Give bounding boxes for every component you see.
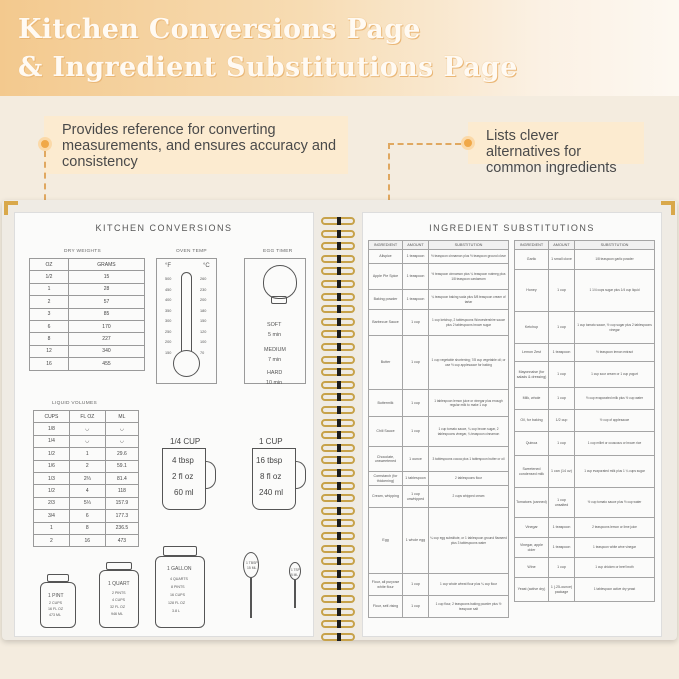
- dry-weights-table: [29, 258, 145, 371]
- amount-cell: 1 cup: [403, 336, 429, 390]
- substitution-cell: 2 tablespoons flour: [429, 472, 509, 486]
- amount-cell: 1 teaspoon: [549, 344, 575, 362]
- table-cell: 2/3: [34, 497, 70, 509]
- table-row: [515, 558, 655, 578]
- table-row: [369, 447, 509, 472]
- spiral-ring: [321, 557, 355, 565]
- table-cell: 1: [34, 522, 70, 534]
- table-cell: 3: [30, 308, 69, 320]
- table-cell: 2: [69, 460, 105, 472]
- table-row: [369, 508, 509, 574]
- amount-cell: 1 small clove: [549, 250, 575, 270]
- one-cup-ml: 240 ml: [259, 488, 284, 497]
- table-cell: 57: [68, 296, 144, 308]
- table-cell: 157.9: [105, 497, 138, 509]
- oven-f-tick: 150: [165, 350, 172, 355]
- substitution-cell: ½ cup tomato sauce plus ½ cup water: [575, 488, 655, 518]
- tsp-sub: 5 ML: [291, 573, 299, 577]
- amount-cell: 1 cup: [403, 596, 429, 618]
- table-cell: 2⅔: [69, 472, 105, 484]
- ingredient-cell: Garlic: [515, 250, 549, 270]
- tablespoon-icon: [243, 552, 259, 578]
- table-cell: 8: [30, 333, 69, 345]
- callout-right: Lists clever alternatives for common ingredients: [468, 122, 644, 164]
- one-cup-floz: 8 fl oz: [260, 472, 282, 481]
- egg-medium-label: MEDIUM: [264, 347, 286, 353]
- sub-header: AMOUNT: [403, 241, 429, 250]
- substitution-cell: 1 cup whole wheat flour plus ¼ cup flour: [429, 574, 509, 596]
- sub-header: AMOUNT: [549, 241, 575, 250]
- spiral-ring: [321, 230, 355, 238]
- ingredient-cell: Sweetened condensed milk: [515, 456, 549, 488]
- table-row: [515, 270, 655, 312]
- table-row: [369, 310, 509, 336]
- substitution-cell: ½ cup evaporated milk plus ½ cup water: [575, 388, 655, 410]
- spiral-ring: [321, 293, 355, 301]
- teaspoon-handle-icon: [294, 580, 296, 608]
- table-row: [369, 486, 509, 508]
- spiral-ring: [321, 217, 355, 225]
- table-row: [515, 312, 655, 344]
- dry-weights-header: OZ: [30, 259, 69, 271]
- quart-label: 1 QUART: [108, 581, 130, 587]
- table-cell: 8: [69, 522, 105, 534]
- liquid-header: FL OZ: [69, 411, 105, 423]
- substitution-cell: 1 cup sour cream or 1 cup yogurt: [575, 362, 655, 388]
- amount-cell: 1 ounce: [403, 447, 429, 472]
- oven-c-tick: 260: [200, 277, 207, 281]
- substitution-cell: ¼ teaspoon baking soda plus 5/8 teaspoon cream of tartar: [429, 290, 509, 310]
- ingredient-cell: Wine: [515, 558, 549, 578]
- substitutions-table-left: [368, 240, 509, 618]
- egg-hard-label: HARD: [267, 370, 283, 376]
- table-row: [515, 362, 655, 388]
- egg-hard-time: 10 min: [266, 380, 283, 386]
- gallon-line: 128 FL OZ: [168, 601, 186, 605]
- ingredient-cell: Allspice: [369, 250, 403, 264]
- table-cell: 177.3: [105, 510, 138, 522]
- jar-lid-icon: [163, 546, 197, 556]
- dry-weights-title: DRY WEIGHTS: [64, 249, 101, 254]
- amount-cell: 1 cup: [549, 312, 575, 344]
- ingredient-cell: Tomatoes (canned): [515, 488, 549, 518]
- dry-weights-header: GRAMS: [68, 259, 144, 271]
- table-cell: 85: [68, 308, 144, 320]
- substitution-cell: 1 cup vegetable shortening; 7/8 cup vegetable oil; or use ½ cup applesauce for baking: [429, 336, 509, 390]
- table-row: [515, 538, 655, 558]
- oven-c-tick: 200: [200, 298, 207, 302]
- cup-icon: ◡: [105, 423, 138, 435]
- oven-f-tick: 250: [165, 329, 172, 334]
- oven-c-tick: 70: [200, 350, 205, 355]
- page-title-conversions: KITCHEN CONVERSIONS: [95, 223, 233, 233]
- table-row: [369, 574, 509, 596]
- spiral-ring: [321, 431, 355, 439]
- ingredient-cell: Butter: [369, 336, 403, 390]
- table-cell: 16: [69, 534, 105, 546]
- substitution-cell: 1 tablespoon lemon juice or vinegar plus enough regular milk to make 1 cup: [429, 390, 509, 417]
- cup-icon: ◡: [105, 435, 138, 447]
- sub-header: INGREDIENT: [515, 241, 549, 250]
- table-cell: 1/6: [34, 460, 70, 472]
- quarter-cup-tbsp: 4 tbsp: [172, 456, 194, 465]
- substitution-cell: 1 cup flour, 2 teaspoons baking powder plus ½ teaspoon salt: [429, 596, 509, 618]
- ingredient-cell: Honey: [515, 270, 549, 312]
- oven-f-tick: 400: [165, 298, 172, 302]
- ingredient-cell: Barbecue Sauce: [369, 310, 403, 336]
- egg-soft-time: 5 min: [268, 332, 282, 338]
- egg-timer-base-icon: [271, 296, 287, 304]
- amount-cell: 1 teaspoon: [549, 518, 575, 538]
- substitution-cell: ½ teaspoon lemon extract: [575, 344, 655, 362]
- liquid-header: ML: [105, 411, 138, 423]
- substitution-cell: ¼ cup egg substitute, or 1 tablespoon ground flaxseed plus 3 tablespoons water: [429, 508, 509, 574]
- table-cell: 227: [68, 333, 144, 345]
- gallon-line: 3.8 L: [172, 609, 180, 613]
- table-cell: 1/2: [34, 485, 70, 497]
- substitution-cell: ½ teaspoon cinnamon plus ¼ teaspoon nutmeg plus 1/8 teaspoon cardamom: [429, 264, 509, 290]
- ingredient-cell: Chili Sauce: [369, 417, 403, 447]
- spiral-ring: [321, 482, 355, 490]
- oven-f-label: °F: [165, 263, 172, 269]
- spiral-ring: [321, 343, 355, 351]
- table-cell: 1/8: [34, 423, 70, 435]
- spiral-ring: [321, 519, 355, 527]
- gallon-line: 8 PINTS: [171, 585, 185, 589]
- table-cell: 1/2: [34, 448, 70, 460]
- tbsp-sub: 15 ML: [247, 566, 257, 570]
- spiral-ring: [321, 381, 355, 389]
- oven-f-tick: 500: [165, 277, 172, 281]
- spiral-ring: [321, 595, 355, 603]
- spiral-ring: [321, 494, 355, 502]
- spiral-ring: [321, 255, 355, 263]
- spiral-ring: [321, 406, 355, 414]
- table-row: [515, 432, 655, 456]
- tbsp-label: 1 TBSP: [246, 561, 258, 565]
- oven-temp-title: OVEN TEMP: [176, 249, 207, 254]
- amount-cell: 1 cup: [549, 558, 575, 578]
- egg-medium-time: 7 min: [268, 357, 282, 363]
- spiral-ring: [321, 368, 355, 376]
- substitution-cell: 2 teaspoons lemon or lime juice: [575, 518, 655, 538]
- table-row: [369, 472, 509, 486]
- callout-right-dot: [461, 136, 475, 150]
- amount-cell: 1 cup unsalted: [549, 488, 575, 518]
- spiral-ring: [321, 469, 355, 477]
- liquid-volumes-title: LIQUID VOLUMES: [52, 401, 97, 406]
- ingredient-cell: Flour, all purpose white flour: [369, 574, 403, 596]
- amount-cell: 1 cup: [549, 270, 575, 312]
- ingredient-cell: Egg: [369, 508, 403, 574]
- sub-header: SUBSTITUTION: [575, 241, 655, 250]
- corner-top-right: [661, 201, 675, 215]
- spiral-ring: [321, 532, 355, 540]
- cup-icon: ◡: [69, 423, 105, 435]
- pint-line: 16 FL OZ: [48, 607, 64, 611]
- ingredient-cell: Lemon Zest: [515, 344, 549, 362]
- quarter-cup-label: 1/4 CUP: [170, 437, 201, 446]
- one-cup-tbsp: 16 tbsp: [256, 456, 283, 465]
- table-cell: 2: [34, 534, 70, 546]
- ingredient-cell: Chocolate, unsweetened: [369, 447, 403, 472]
- substitution-cell: 1/8 teaspoon garlic powder: [575, 250, 655, 270]
- ingredient-cell: Oil, for baking: [515, 410, 549, 432]
- substitution-cell: 1 cup chicken or beef broth: [575, 558, 655, 578]
- table-row: [515, 488, 655, 518]
- liquid-header: CUPS: [34, 411, 70, 423]
- pint-line: 2 CUPS: [49, 601, 62, 605]
- spiral-ring: [321, 419, 355, 427]
- ingredient-cell: Vinegar, apple cider: [515, 538, 549, 558]
- substitution-cell: 1 cup evaporated milk plus 1 ¼ cups sugar: [575, 456, 655, 488]
- sub-header: SUBSTITUTION: [429, 241, 509, 250]
- one-cup-label: 1 CUP: [259, 437, 283, 446]
- table-cell: 170: [68, 320, 144, 332]
- quart-line: 32 FL OZ: [110, 605, 126, 609]
- amount-cell: 1 (.25-ounce) package: [549, 578, 575, 602]
- amount-cell: 1 cup: [549, 362, 575, 388]
- quart-line: 2 PINTS: [112, 591, 126, 595]
- title-line-2: & Ingredient Substitutions Page: [18, 52, 518, 83]
- substitution-cell: 3 tablespoons cocoa plus 1 tablespoon butter or oil: [429, 447, 509, 472]
- spiral-ring: [321, 242, 355, 250]
- quart-line: 4 CUPS: [112, 598, 125, 602]
- ingredient-cell: Milk, whole: [515, 388, 549, 410]
- pint-label: 1 PINT: [48, 593, 64, 599]
- table-cell: 236.5: [105, 522, 138, 534]
- spiral-binding: [317, 205, 359, 643]
- table-cell: 6: [69, 510, 105, 522]
- table-cell: 473: [105, 534, 138, 546]
- amount-cell: 1/2 cup: [549, 410, 575, 432]
- amount-cell: 1 cup: [549, 388, 575, 410]
- ingredient-cell: Yeast (active dry): [515, 578, 549, 602]
- substitutions-table-right: [514, 240, 655, 602]
- oven-c-tick: 180: [200, 308, 207, 313]
- table-row: [515, 456, 655, 488]
- pint-jar-icon: [40, 582, 76, 628]
- table-cell: 340: [68, 345, 144, 357]
- substitution-cell: ½ cup of applesauce: [575, 410, 655, 432]
- table-row: [369, 336, 509, 390]
- ingredient-cell: Cornstarch (for thickening): [369, 472, 403, 486]
- gallon-line: 4 QUARTS: [170, 577, 188, 581]
- table-cell: 59.1: [105, 460, 138, 472]
- ingredient-cell: Apple Pie Spice: [369, 264, 403, 290]
- substitution-cell: 1 1/4 cups sugar plus 1/4 cup liquid: [575, 270, 655, 312]
- table-row: [369, 596, 509, 618]
- table-row: [369, 390, 509, 417]
- spiral-ring: [321, 582, 355, 590]
- amount-cell: 1 teaspoon: [403, 290, 429, 310]
- oven-c-tick: 150: [200, 319, 207, 323]
- spiral-ring: [321, 570, 355, 578]
- cup-icon: ◡: [69, 435, 105, 447]
- title-line-1: Kitchen Conversions Page: [18, 14, 421, 45]
- table-row: [515, 388, 655, 410]
- liquid-volumes-table: [33, 410, 139, 547]
- spiral-ring: [321, 356, 355, 364]
- oven-c-tick: 100: [200, 340, 207, 344]
- amount-cell: 1 teaspoon: [403, 264, 429, 290]
- substitution-cell: 1 cup ketchup, 2 tablespoons Worcestershire sauce plus 2 tablespoons brown sugar: [429, 310, 509, 336]
- spiral-ring: [321, 633, 355, 641]
- spiral-ring: [321, 507, 355, 515]
- table-cell: 455: [68, 358, 144, 370]
- oven-f-tick: 300: [165, 319, 172, 323]
- callout-right-connector-h: [388, 143, 461, 145]
- table-cell: 81.4: [105, 472, 138, 484]
- table-row: [515, 344, 655, 362]
- table-row: [369, 417, 509, 447]
- amount-cell: 1 tablespoon: [403, 472, 429, 486]
- spiral-ring: [321, 280, 355, 288]
- ingredient-cell: Cream, whipping: [369, 486, 403, 508]
- gallon-label: 1 GALLON: [167, 566, 192, 572]
- table-cell: 118: [105, 485, 138, 497]
- table-row: [515, 410, 655, 432]
- substitution-cell: 2 cups whipped cream: [429, 486, 509, 508]
- table-row: [369, 264, 509, 290]
- amount-cell: 1 cup: [403, 574, 429, 596]
- table-cell: 4: [69, 485, 105, 497]
- table-cell: 6: [30, 320, 69, 332]
- sub-header: INGREDIENT: [369, 241, 403, 250]
- table-row: [369, 290, 509, 310]
- oven-c-label: °C: [203, 263, 210, 269]
- callout-left: Provides reference for converting measurements, and ensures accuracy and consistency: [44, 116, 348, 174]
- table-cell: 3/4: [34, 510, 70, 522]
- egg-soft-label: SOFT: [267, 322, 282, 328]
- table-row: [369, 250, 509, 264]
- jar-lid-icon: [106, 562, 132, 570]
- amount-cell: 1 cup: [403, 390, 429, 417]
- table-cell: 5⅓: [69, 497, 105, 509]
- quarter-cup-floz: 2 fl oz: [172, 472, 194, 481]
- amount-cell: 1 teaspoon: [403, 250, 429, 264]
- ingredient-cell: Vinegar: [515, 518, 549, 538]
- oven-f-tick: 450: [165, 287, 172, 292]
- amount-cell: 1 cup: [403, 417, 429, 447]
- egg-timer-icon: [263, 265, 297, 299]
- table-cell: 12: [30, 345, 69, 357]
- oven-f-tick: 350: [165, 308, 172, 313]
- spiral-ring: [321, 620, 355, 628]
- table-cell: 2: [30, 296, 69, 308]
- spiral-ring: [321, 608, 355, 616]
- table-cell: 29.6: [105, 448, 138, 460]
- spiral-ring: [321, 456, 355, 464]
- spiral-ring: [321, 330, 355, 338]
- substitution-cell: ½ teaspoon cinnamon plus ½ teaspoon ground clove: [429, 250, 509, 264]
- substitution-cell: 1 cup millet or couscous or brown rice: [575, 432, 655, 456]
- oven-f-tick: 200: [165, 340, 172, 344]
- ingredient-cell: Ketchup: [515, 312, 549, 344]
- callout-left-dot: [38, 137, 52, 151]
- table-row: [515, 518, 655, 538]
- table-cell: 1/2: [30, 271, 69, 283]
- spiral-ring: [321, 305, 355, 313]
- thermometer-icon: [181, 272, 192, 356]
- oven-c-tick: 230: [200, 287, 207, 292]
- table-row: [515, 578, 655, 602]
- thermometer-bulb-icon: [173, 350, 200, 377]
- spiral-ring: [321, 444, 355, 452]
- substitution-cell: 1 cup tomato sauce, ¼ cup brown sugar, 2 tablespoons vinegar, ¼ teaspoon cinnamon: [429, 417, 509, 447]
- amount-cell: 1 cup: [549, 432, 575, 456]
- tablespoon-handle-icon: [250, 578, 252, 618]
- ingredient-cell: Buttermilk: [369, 390, 403, 417]
- amount-cell: 1 cup unwhipped: [403, 486, 429, 508]
- table-cell: 1/3: [34, 472, 70, 484]
- table-cell: 28: [68, 283, 144, 295]
- amount-cell: 1 can (14 oz): [549, 456, 575, 488]
- table-row: [515, 250, 655, 270]
- table-cell: 1/4: [34, 435, 70, 447]
- substitution-cell: 1 tablespoon active dry yeast: [575, 578, 655, 602]
- amount-cell: 1 cup: [403, 310, 429, 336]
- spiral-ring: [321, 545, 355, 553]
- gallon-line: 16 CUPS: [170, 593, 185, 597]
- ingredient-cell: Quinoa: [515, 432, 549, 456]
- tsp-label: 1 TSP: [291, 568, 300, 572]
- table-cell: 1: [69, 448, 105, 460]
- table-cell: 1: [30, 283, 69, 295]
- amount-cell: 1 teaspoon: [549, 538, 575, 558]
- page-title-substitutions: INGREDIENT SUBSTITUTIONS: [429, 223, 595, 233]
- spiral-ring: [321, 318, 355, 326]
- oven-c-tick: 120: [200, 329, 207, 334]
- spiral-ring: [321, 393, 355, 401]
- ingredient-cell: Baking powder: [369, 290, 403, 310]
- amount-cell: 1 whole egg: [403, 508, 429, 574]
- substitution-cell: 1 cup tomato sauce, ½ cup sugar plus 2 tablespoons vinegar: [575, 312, 655, 344]
- ingredient-cell: Flour, self-rising: [369, 596, 403, 618]
- quart-line: 946 ML: [111, 612, 123, 616]
- quarter-cup-ml: 60 ml: [174, 488, 194, 497]
- pint-line: 473 ML: [49, 613, 61, 617]
- jar-lid-icon: [47, 574, 69, 582]
- ingredient-cell: Mayonnaise (for salads & dressing): [515, 362, 549, 388]
- table-cell: 15: [68, 271, 144, 283]
- spiral-ring: [321, 267, 355, 275]
- substitution-cell: 1 teaspoon white wine vinegar: [575, 538, 655, 558]
- table-cell: 16: [30, 358, 69, 370]
- egg-timer-title: EGG TIMER: [263, 249, 293, 254]
